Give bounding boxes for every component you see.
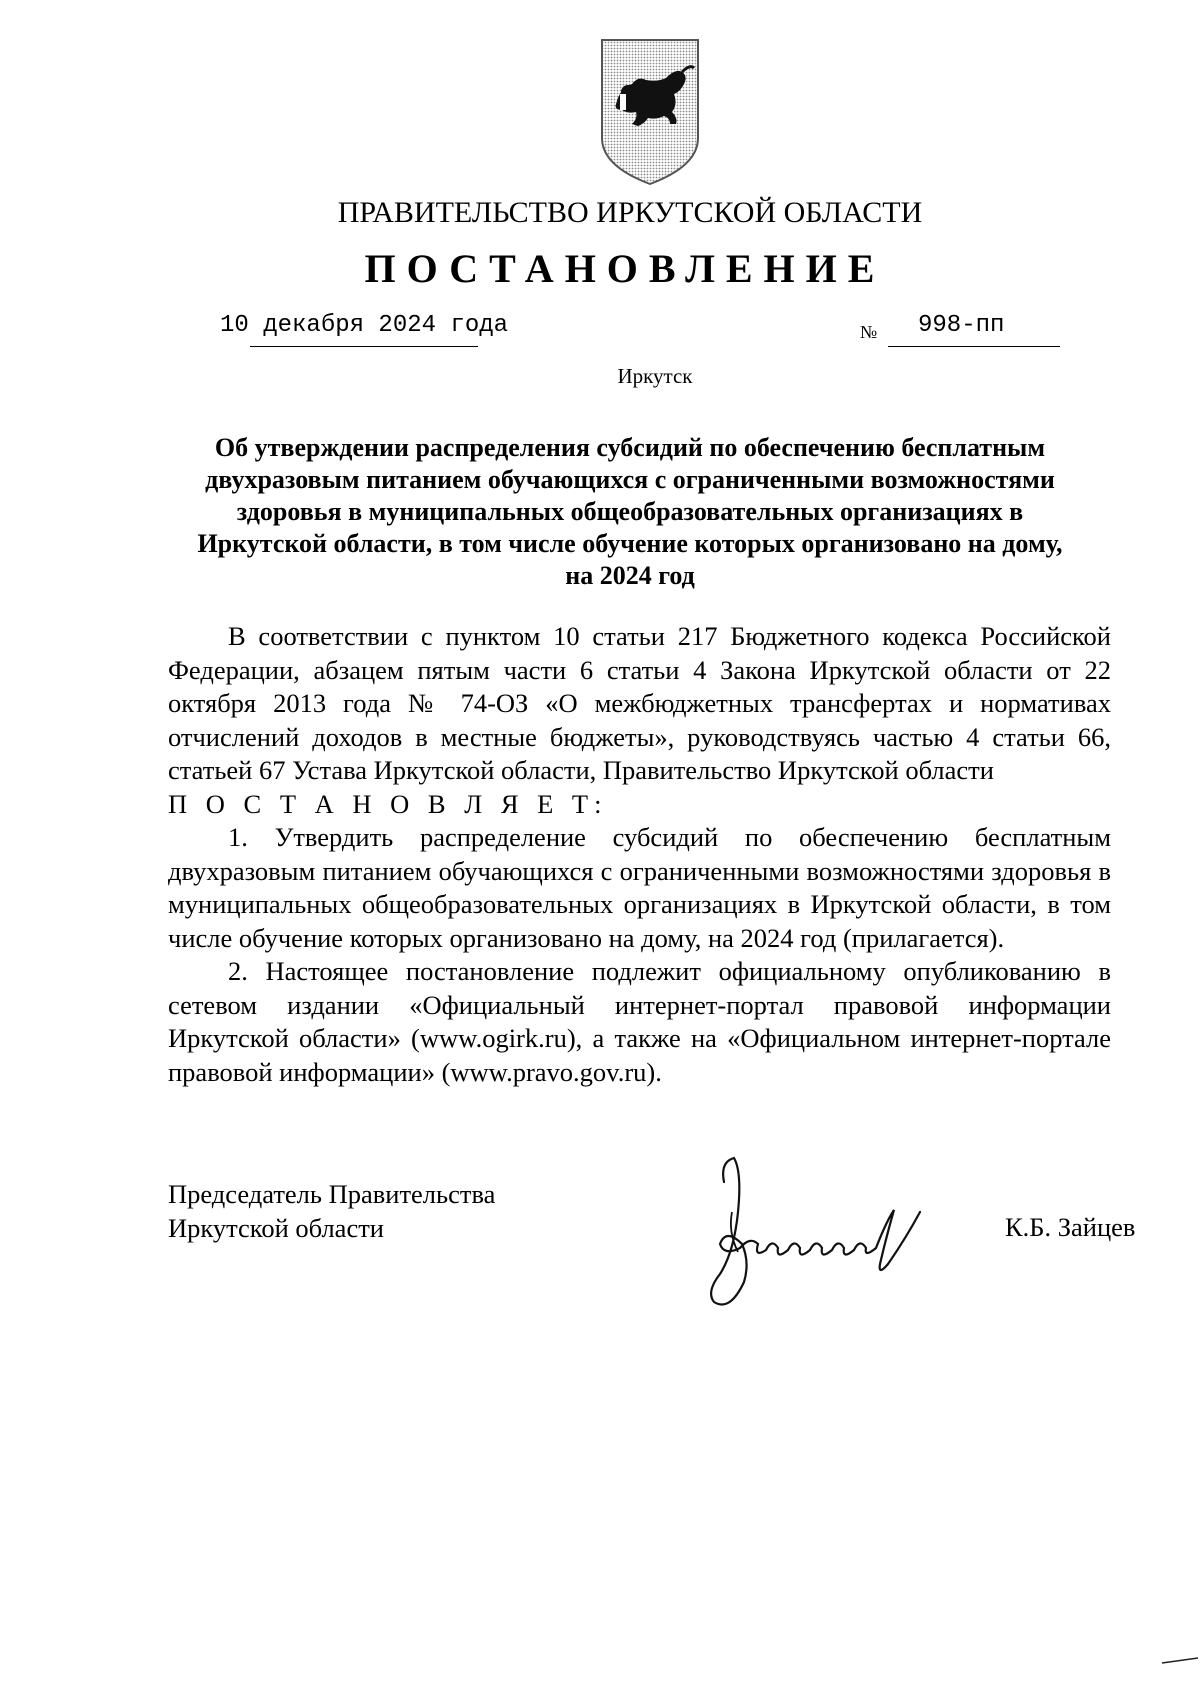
subject-line: Об утверждении распределения субсидий по обеспечению бесплатным (214, 433, 1046, 462)
date-value: 10 декабря 2024 года (220, 312, 509, 339)
date-underline (250, 346, 478, 347)
number-sign: № (860, 322, 878, 342)
subject-line: двухразовым питанием обучающихся с ограниченными возможностями (205, 465, 1055, 494)
document-body (168, 620, 1111, 1089)
document-subject (150, 432, 1110, 592)
subject-line: на 2024 год (565, 561, 695, 590)
item-paragraph-1: 1. Утвердить распределение субсидий по обеспечению бесплатным двухразовым питанием обучающихся с ограниченными возможностями здоровья в муниципальных общеобразовательных организациях в Иркутской области, в том числе обучение которых организовано на дому, на 2024 год (прилагается). (168, 822, 1111, 953)
subject-line: Иркутской области, в том числе обучение которых организовано на дому, (197, 529, 1063, 558)
coat-of-arms-icon (598, 38, 702, 186)
document-number (860, 312, 1060, 352)
number-underline (888, 346, 1060, 347)
subject-line: здоровья в муниципальных общеобразовательных организациях в (236, 497, 1024, 526)
city-name: Иркутск (617, 364, 693, 388)
position-line: Председатель Правительства (168, 1179, 496, 1209)
scan-mark (1160, 1652, 1200, 1662)
preamble-paragraph: В соответствии с пунктом 10 статьи 217 Бюджетного кодекса Российской Федерации, абзацем пятым части 6 статьи 4 Закона Иркутской области от 22 октября 2013 года № 74-ОЗ «О межбюджетных трансфертах и нормативах отчислений доходов в местные бюджеты», руководствуясь частью 4 статьи 66, статьей 67 Устава Иркутской области, Правительство Иркутской области (168, 621, 1111, 785)
item-paragraph-2: 2. Настоящее постановление подлежит официальному опубликованию в сетевом издании «Официальный интернет-портал правовой информации Иркутской области» (www.ogirk.ru), а также на «Официальном интернет-портале правовой информации» (www.pravo.gov.ru). (168, 956, 1111, 1087)
number-value: 998-пп (918, 312, 1005, 339)
document-type-title: ПОСТАНОВЛЕНИЕ (364, 246, 886, 291)
signatory-name: К.Б. Зайцев (1005, 1212, 1136, 1242)
position-line: Иркутской области (168, 1212, 384, 1243)
document-date (220, 312, 508, 339)
handwritten-signature (680, 1152, 950, 1312)
signatory-position (168, 1178, 495, 1245)
organization-title: ПРАВИТЕЛЬСТВО ИРКУТСКОЙ ОБЛАСТИ (337, 196, 923, 229)
decree-word: П О С Т А Н О В Л Я Е Т: (168, 788, 608, 819)
